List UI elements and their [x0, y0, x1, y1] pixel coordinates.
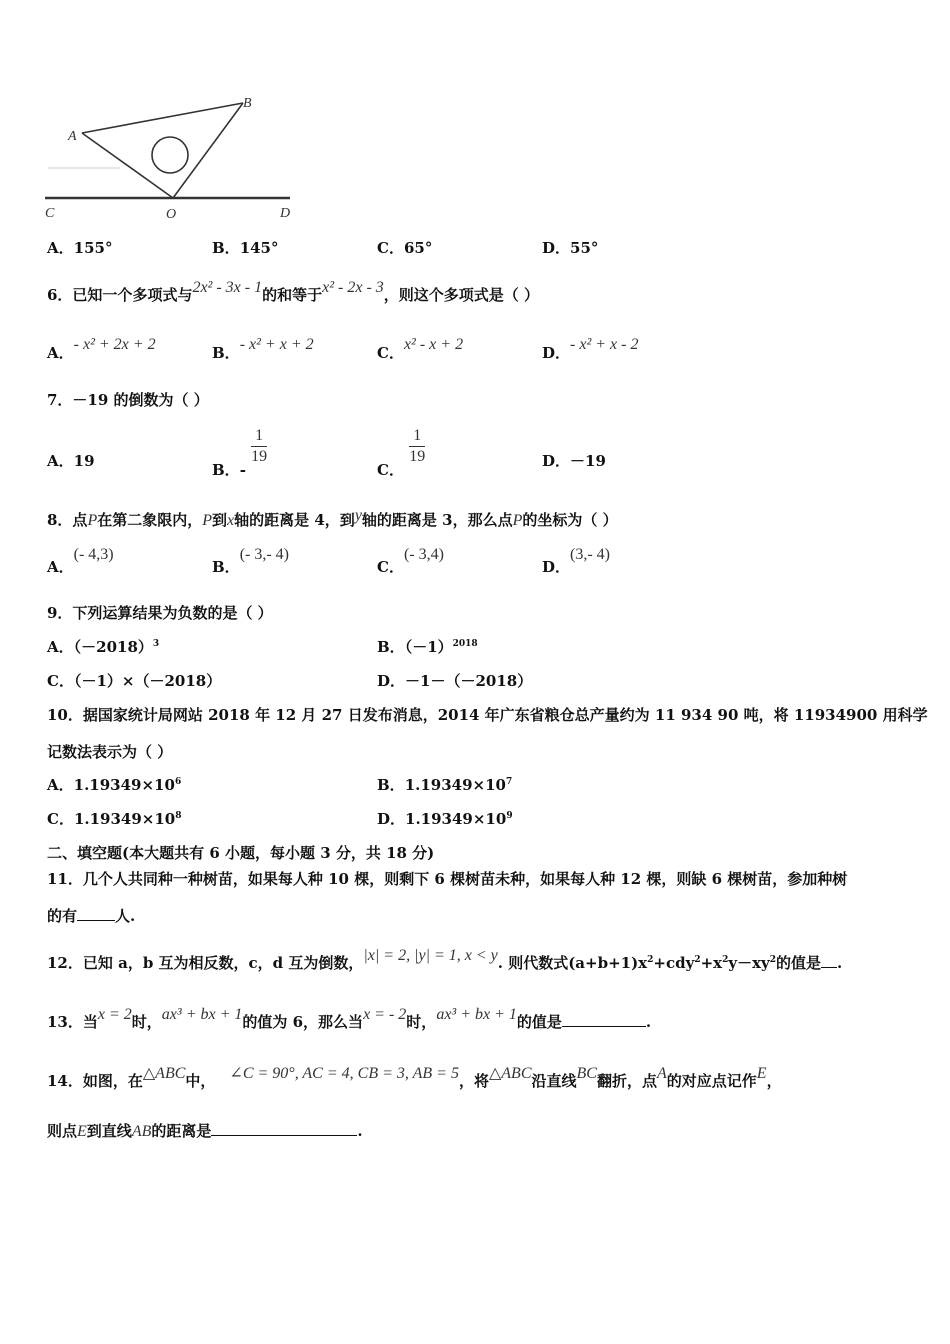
- label-D: D: [280, 206, 291, 221]
- label-C: C: [45, 206, 55, 221]
- geometry-figure: [40, 95, 300, 225]
- label-O: O: [166, 207, 177, 222]
- q14-stem-line1: 14．如图，在△ABC中， ∠C = 90°, AC = 4, CB = 3, AB = 5，将△ABC沿直线BC翻折，点A的对应点记作E，: [47, 1065, 782, 1090]
- q8-option-c[interactable]: C．(- 3,4): [377, 546, 444, 576]
- q6-option-b[interactable]: B．- x² + x + 2: [212, 336, 314, 362]
- q9-option-d[interactable]: D．－1－（－2018）: [377, 672, 533, 690]
- q11-stem-line2: 的有 人.: [47, 907, 136, 925]
- q10-option-b[interactable]: B．$1.19349\times 10^7$: [377, 776, 513, 794]
- q8-option-d[interactable]: D．(3,- 4): [542, 546, 610, 576]
- inscribed-circle: [152, 137, 188, 173]
- q10-option-a[interactable]: A．$1.19349\times 10^6$: [47, 776, 182, 794]
- q8-option-b[interactable]: B．(- 3,- 4): [212, 546, 289, 576]
- q10-stem-line2: 记数法表示为（ ）: [47, 743, 173, 761]
- q7-option-a[interactable]: A．19: [47, 452, 95, 470]
- q12-stem: 12．已知 a，b 互为相反数，c，d 互为倒数，|x| = 2, |y| = 1, x < y. 则代数式$(a+b+1)x^2+cdy^2+x^2y-xy^2$的值是 .: [47, 947, 843, 972]
- q9-option-a[interactable]: A．$(-2018)^3$: [47, 638, 160, 656]
- q6-option-a[interactable]: A．- x² + 2x + 2: [47, 336, 156, 362]
- fraction: $\frac{1}{19}$: [409, 427, 426, 465]
- answer-blank[interactable]: [562, 1012, 646, 1027]
- q7-option-b[interactable]: B．- $\frac{1}{19}$: [212, 427, 268, 479]
- q5-option-a[interactable]: A．155°: [47, 239, 113, 257]
- q7-stem: 7．－19 的倒数为（ ）: [47, 391, 209, 409]
- q8-option-a[interactable]: A．(- 4,3): [47, 546, 114, 576]
- q6-option-d[interactable]: D．- x² + x - 2: [542, 336, 639, 362]
- segment-AB: [82, 103, 243, 133]
- q9-option-c[interactable]: C．（－1）×（－2018）: [47, 672, 222, 690]
- q6-option-c[interactable]: C．x² - x + 2: [377, 336, 464, 362]
- q11-stem-line1: 11．几个人共同种一种树苗，如果每人种 10 棵，则剩下 6 棵树苗未种，如果每人种 12 棵，则缺 6 棵树苗，参加种树: [47, 870, 848, 888]
- segment-BO: [173, 103, 243, 198]
- q8-stem: 8．点P在第二象限内，P到x轴的距离是 4，到y轴的距离是 3，那么点P的坐标为（ ）: [47, 507, 618, 529]
- fraction: $\frac{1}{19}$: [251, 427, 268, 465]
- segment-AO: [82, 133, 173, 198]
- q7-option-d[interactable]: D．－19: [542, 452, 606, 470]
- label-B: B: [243, 96, 252, 111]
- section-2-title: 二、填空题(本大题共有 6 小题，每小题 3 分，共 18 分): [47, 844, 435, 862]
- q5-option-b[interactable]: B．145°: [212, 239, 279, 257]
- q10-option-d[interactable]: D．$1.19349\times 10^9$: [377, 810, 513, 828]
- q7-option-c[interactable]: C． $\frac{1}{19}$: [377, 427, 426, 479]
- q5-option-c[interactable]: C．65°: [377, 239, 433, 257]
- answer-blank[interactable]: [821, 953, 837, 968]
- q6-stem: 6．已知一个多项式与2x² - 3x - 1的和等于x² - 2x - 3，则这个多项式是（ ）: [47, 279, 540, 304]
- q14-stem-line2: 则点E到直线AB的距离是 .: [47, 1122, 363, 1140]
- q9-stem: 9．下列运算结果为负数的是（ ）: [47, 604, 273, 622]
- answer-blank[interactable]: [77, 906, 115, 921]
- q10-stem-line1: 10．据国家统计局网站 2018 年 12 月 27 日发布消息，2014 年广东省粮仓总产量约为 11 934 90 吨，将 11934900 用科学: [47, 706, 928, 724]
- q13-stem: 13．当x = 2时，ax³ + bx + 1的值为 6，那么当x = - 2时，ax³ + bx + 1的值是 .: [47, 1006, 652, 1031]
- q5-option-d[interactable]: D．55°: [542, 239, 599, 257]
- label-A: A: [68, 129, 77, 144]
- q10-option-c[interactable]: C．$1.19349\times 10^8$: [47, 810, 182, 828]
- answer-blank[interactable]: [211, 1121, 357, 1136]
- q9-option-b[interactable]: B．$(-1)^{2018}$: [377, 638, 478, 656]
